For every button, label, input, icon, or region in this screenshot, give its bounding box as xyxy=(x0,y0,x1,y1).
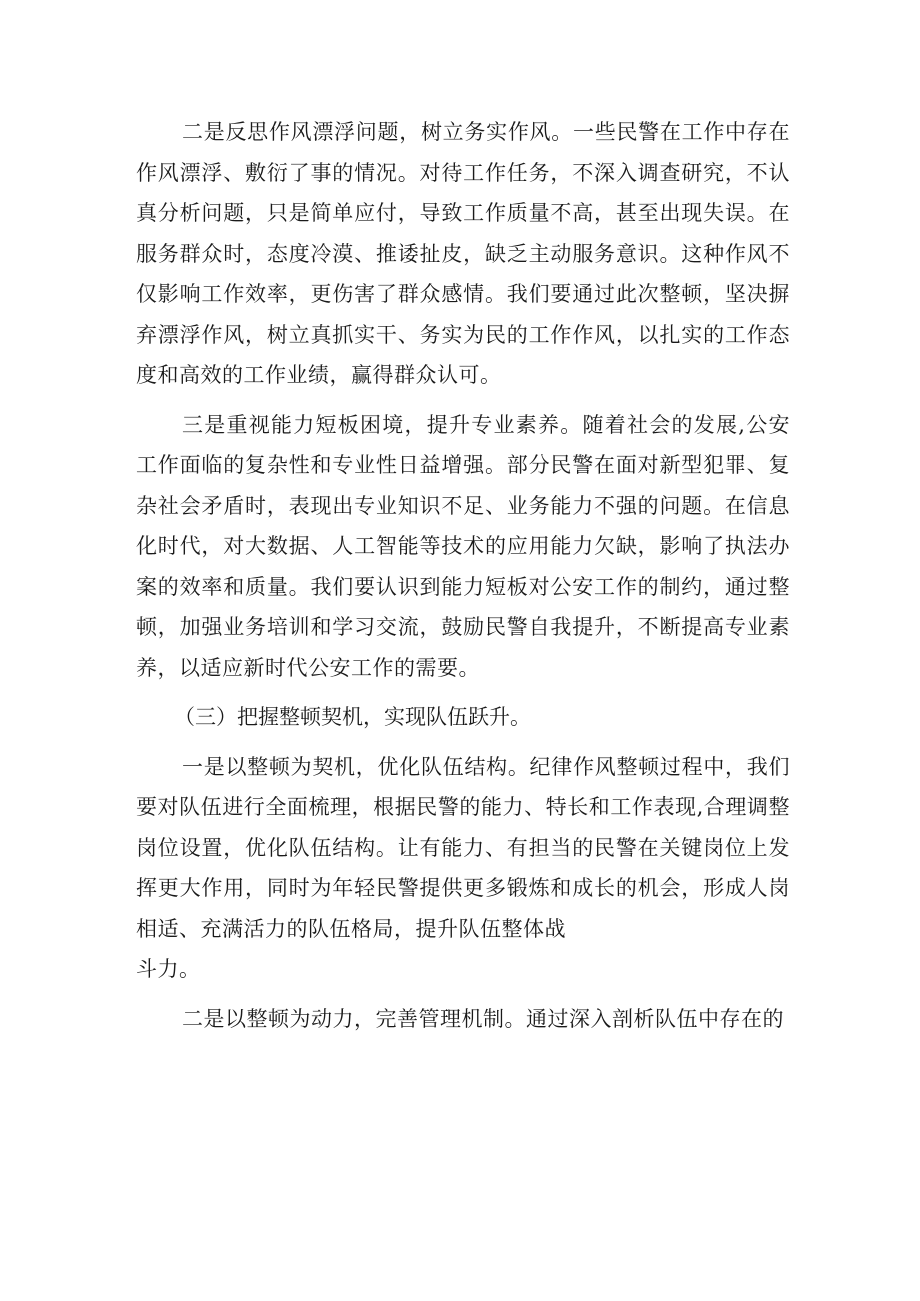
paragraph-ability-gap: 三是重视能力短板困境，提升专业素养。随着社会的发展,公安工作面临的复杂性和专业性日益增强。部分民警在面对新型犯罪、复杂社会矛盾时，表现出专业知识不足、业务能力不强的问题。在信息化时代，对大数据、人工智能等技术的应用能力欠缺，影响了执法办案的效率和质量。我们要认识到能力短板对公安工作的制约，通过整顿，加强业务培训和学习交流，鼓励民警自我提升，不断提高专业素养，以适应新时代公安工作的需要。 xyxy=(136,412,790,680)
paragraph-team-structure-main: 一是以整顿为契机，优化队伍结构。纪律作风整顿过程中，我们要对队伍进行全面梳理，根据民警的能力、特长和工作表现,合理调整岗位设置，优化队伍结构。让有能力、有担当的民警在关键岗位上发挥更大作用，同时为年轻民警提供更多锻炼和成长的机会，形成人岗相适、充满活力的队伍格局，提升队伍整体战 xyxy=(136,754,790,941)
paragraph-management-mechanism: 二是以整顿为动力，完善管理机制。通过深入剖析队伍中存在的 xyxy=(182,1006,784,1031)
paragraph-style-issue: 二是反思作风漂浮问题，树立务实作风。一些民警在工作中存在作风漂浮、敷衍了事的情况。对待工作任务，不深入调查研究，不认真分析问题，只是简单应付，导致工作质量不高，甚至出现失误。在服务群众时，态度冷漠、推诿扯皮，缺乏主动服务意识。这种作风不仅影响工作效率，更伤害了群众感情。我们要通过此次整顿，坚决摒弃漂浮作风，树立真抓实干、务实为民的工作作风，以扎实的工作态度和高效的工作业绩，赢得群众认可。 xyxy=(136,120,790,387)
paragraph-team-structure xyxy=(136,747,790,990)
document-body xyxy=(136,112,790,1039)
section-heading: （三）把握整顿契机，实现队伍跃升。 xyxy=(174,705,531,729)
paragraph-team-structure-tail: 斗力。 xyxy=(136,957,201,981)
